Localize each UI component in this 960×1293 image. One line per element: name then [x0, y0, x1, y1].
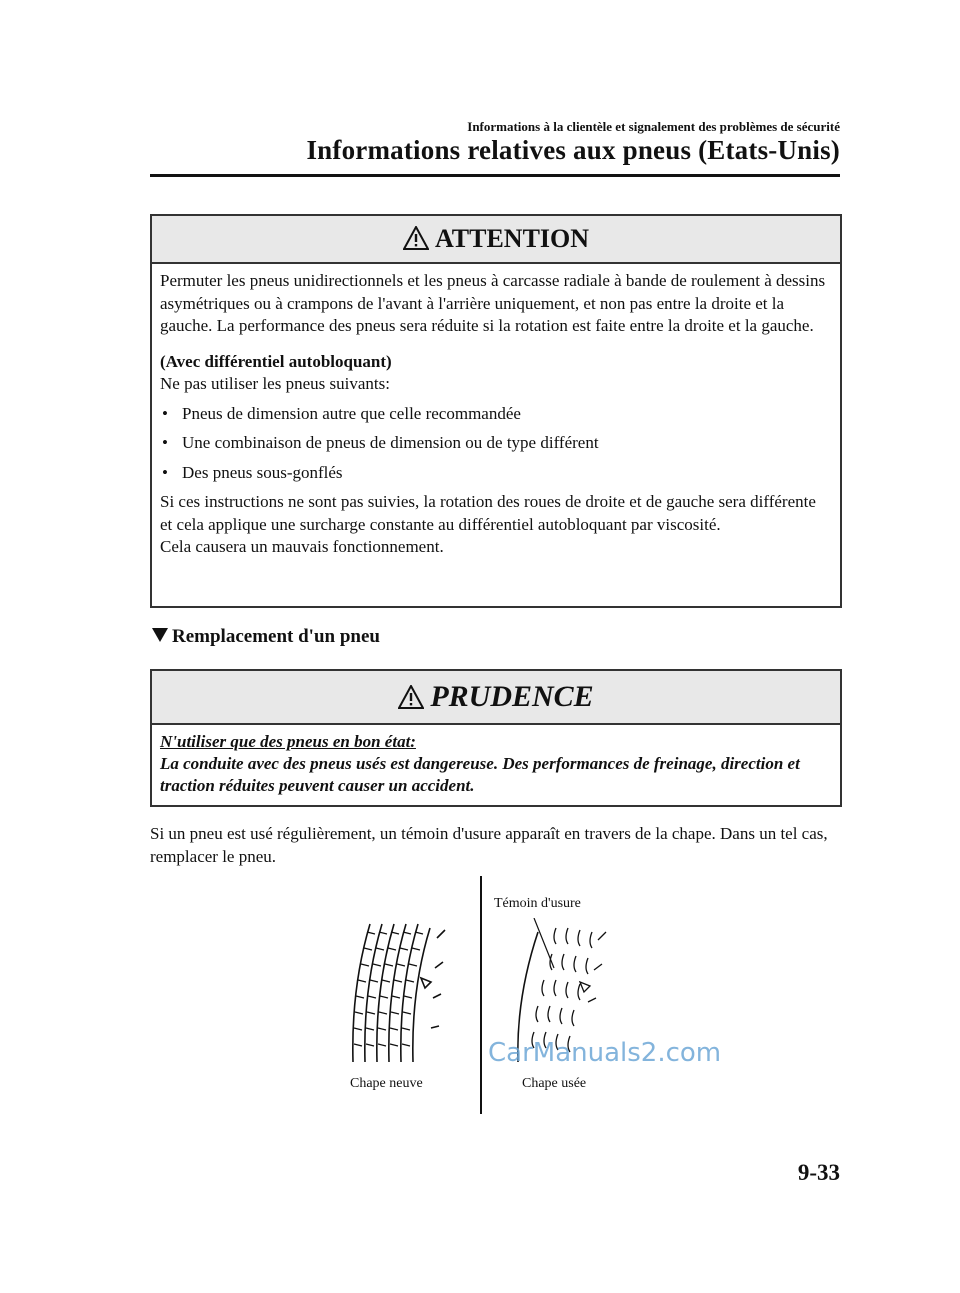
header-rule [150, 174, 840, 177]
page-title: Informations relatives aux pneus (Etats-Unis) [306, 135, 840, 165]
prudence-text: La conduite avec des pneus usés est dangereuse. Des performances de freinage, direction et traction réduites peuvent causer un accident. [160, 754, 800, 795]
attention-box [150, 214, 842, 608]
triangle-down-icon [152, 628, 168, 642]
figure-divider [480, 876, 482, 1114]
page-number: 9-33 [797, 1160, 840, 1185]
list-item: • Des pneus sous-gonflés [162, 462, 343, 482]
prudence-lead: N'utiliser que des pneus en bon état: [160, 732, 416, 751]
attention-body [152, 264, 840, 559]
prudence-header [152, 671, 840, 725]
attention-intro: Ne pas utiliser les pneus suivants: [160, 374, 390, 393]
new-tread-label: Chape neuve [350, 1076, 423, 1091]
prudence-box [150, 669, 842, 807]
attention-paragraph-3: Cela causera un mauvais fonctionnement. [160, 537, 444, 556]
section-heading: Remplacement d'un pneu [152, 626, 380, 648]
attention-subheading: (Avec différentiel autobloquant) [160, 351, 392, 371]
warning-triangle-icon [398, 685, 424, 709]
new-tread-illustration [345, 918, 455, 1068]
attention-heading: ATTENTION [434, 224, 590, 253]
watermark: CarManuals2.com [488, 1038, 722, 1068]
header-subtitle: Informations à la clientèle et signalement des problèmes de sécurité [467, 119, 840, 134]
prudence-heading: PRUDENCE [430, 680, 594, 713]
list-item: • Une combinaison de pneus de dimension ou de type différent [162, 433, 599, 452]
list-item: • Pneus de dimension autre que celle recommandée [162, 403, 521, 423]
attention-paragraph-2: Si ces instructions ne sont pas suivies, la rotation des roues de droite et de gauche sera différente et cela applique une surcharge constante au différentiel autobloquant par viscosité. [160, 492, 816, 534]
body-paragraph: Si un pneu est usé régulièrement, un témoin d'usure apparaît en travers de la chape. Dans un tel cas, remplacer le pneu. [150, 824, 828, 866]
warning-triangle-icon [403, 226, 429, 250]
attention-header [152, 216, 840, 264]
prudence-body [152, 725, 840, 803]
attention-paragraph: Permuter les pneus unidirectionnels et les pneus à carcasse radiale à bande de roulement à dessins asymétriques ou à crampons de l'avant à l'arrière uniquement, et non pas entre la droite et la gauche. La performance des pneus sera réduite si la rotation est faite entre la droite et la gauche. [160, 271, 826, 335]
wear-indicator-label: Témoin d'usure [494, 896, 581, 911]
worn-tread-label: Chape usée [522, 1076, 587, 1091]
